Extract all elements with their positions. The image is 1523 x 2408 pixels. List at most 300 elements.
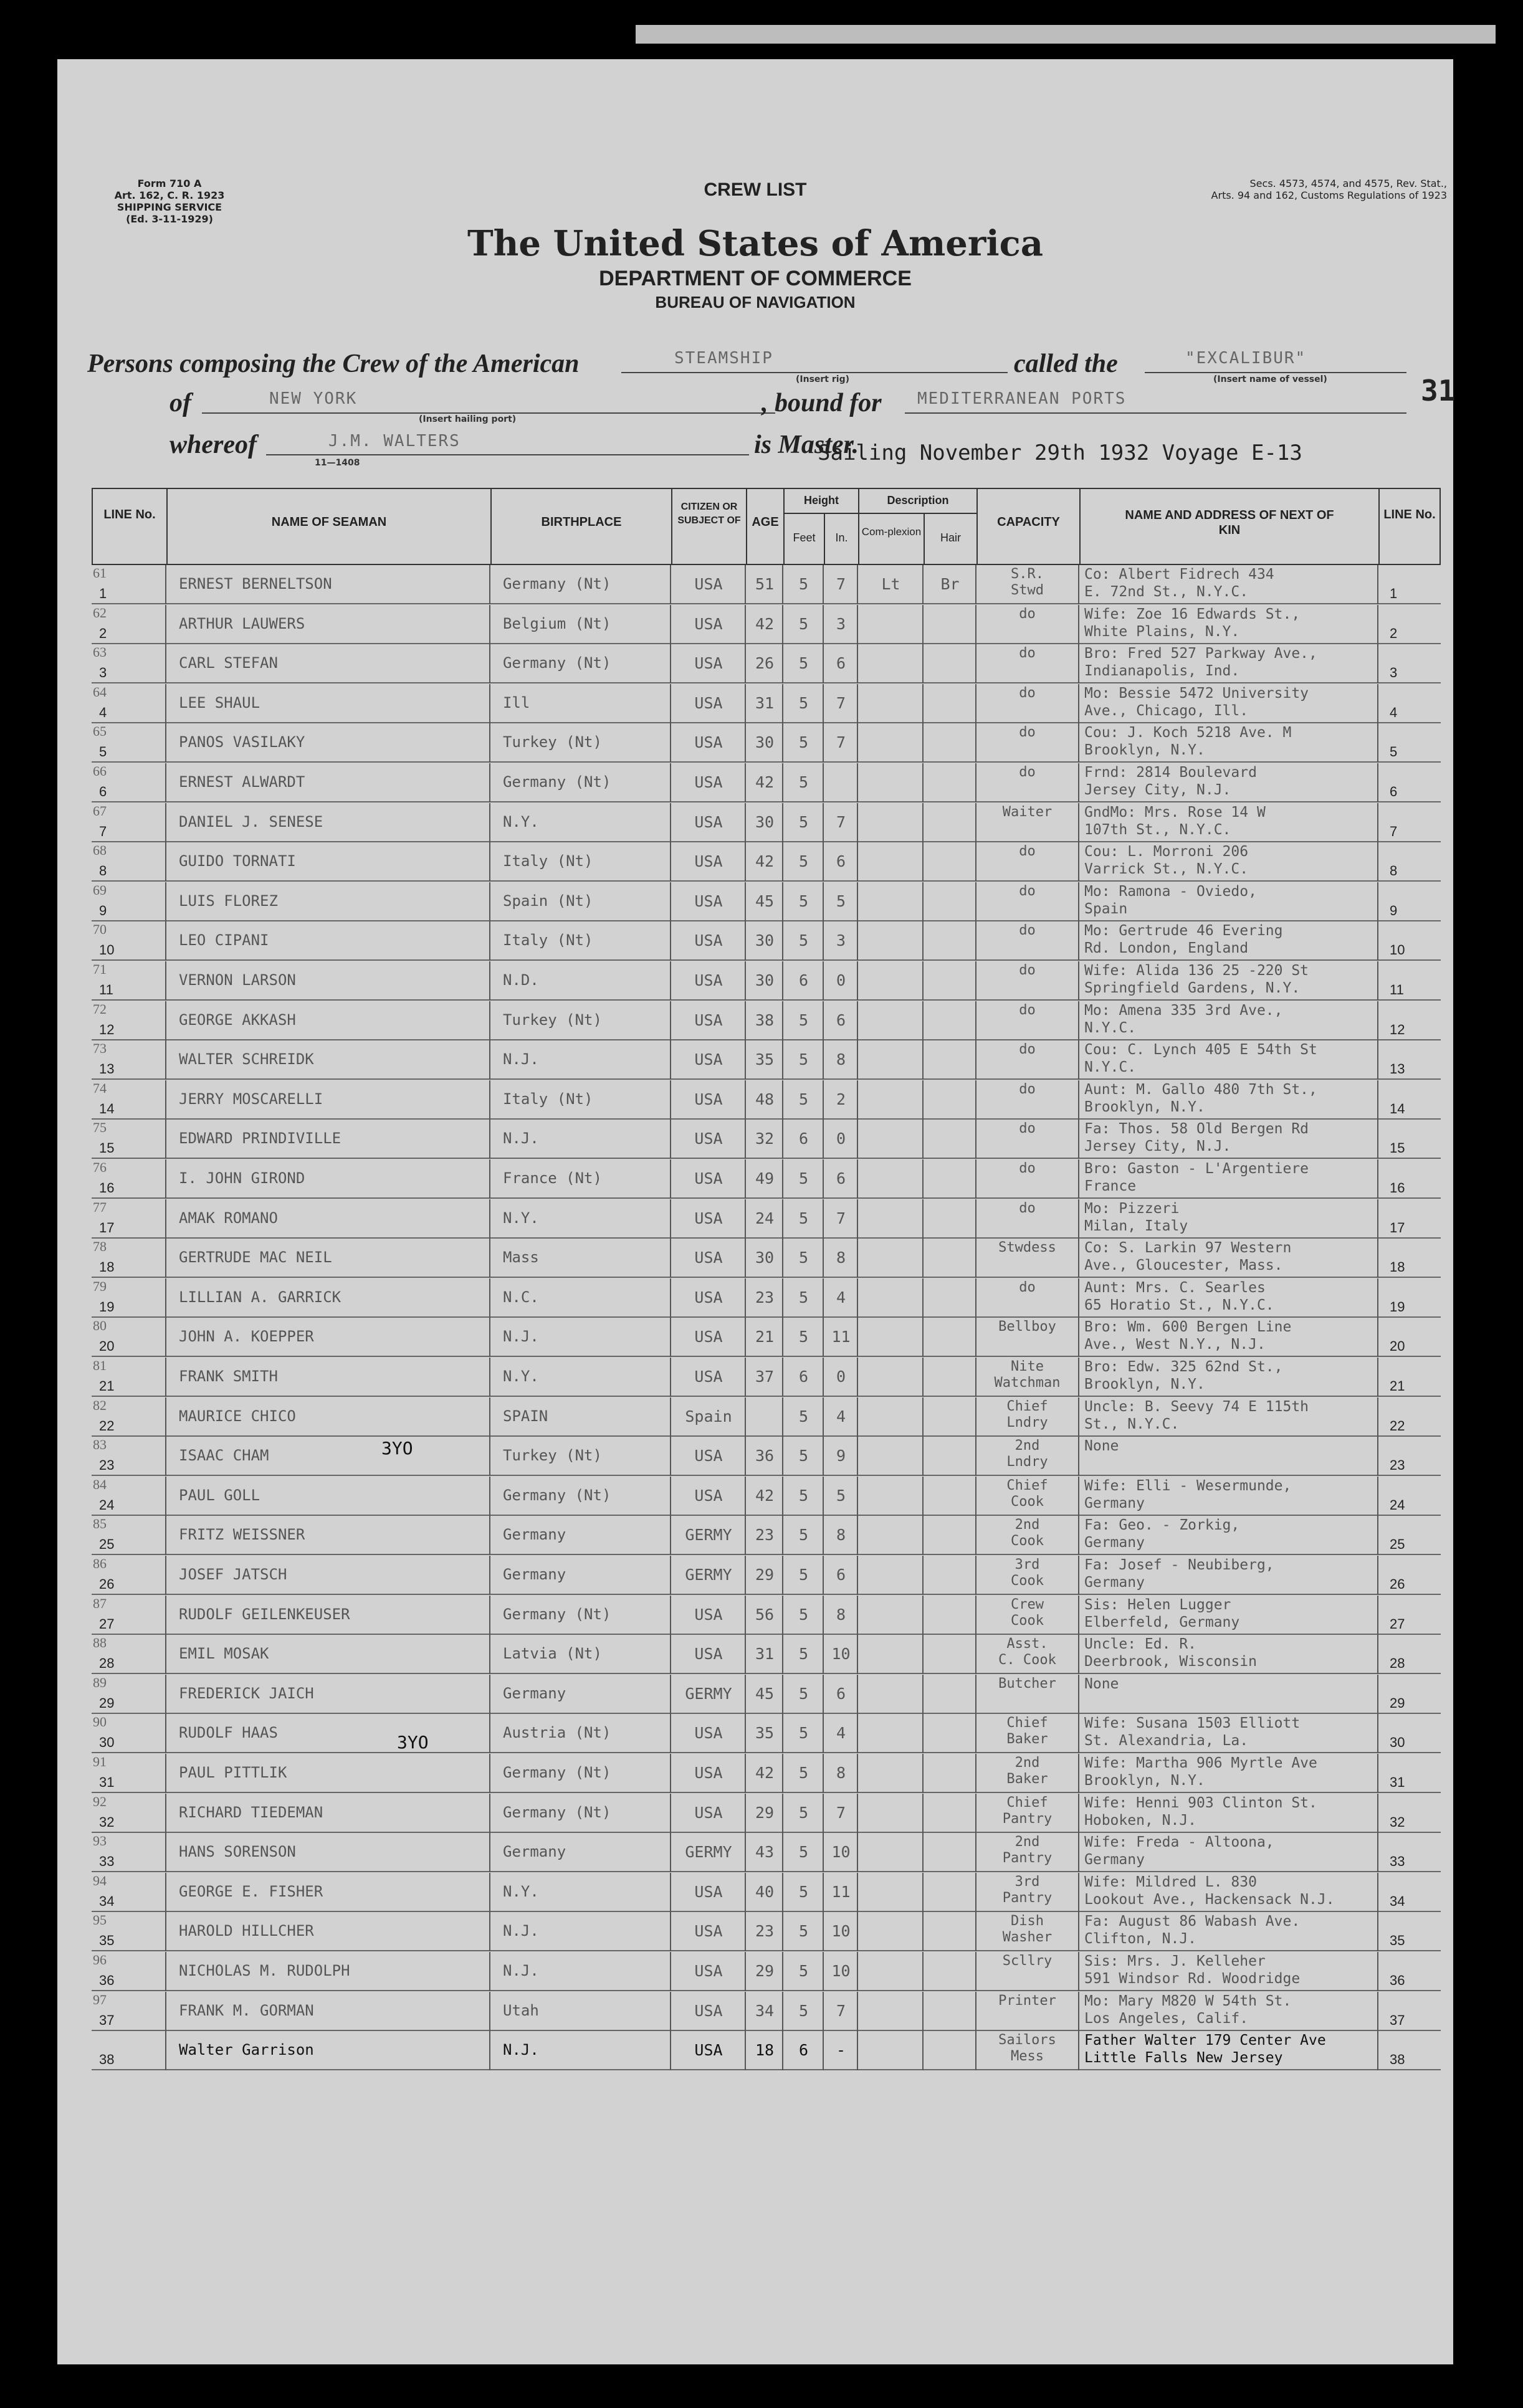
capacity-line-1: Asst. (1006, 1636, 1048, 1652)
cell-seaman-name (166, 1556, 490, 1595)
citizenship: Spain (685, 1407, 732, 1425)
birthplace: SPAIN (503, 1407, 548, 1425)
cell-capacity (976, 1873, 1079, 1912)
height-feet: 5 (798, 1526, 809, 1544)
cell-line-no (92, 1635, 166, 1674)
capacity-line-1: do (1019, 725, 1036, 741)
handwritten-line-number: 70 (93, 921, 107, 938)
table-row (92, 1159, 1441, 1199)
next-of-kin-line-2: E. 72nd St., N.Y.C. (1084, 584, 1249, 600)
handwritten-line-number: 74 (93, 1080, 107, 1096)
next-of-kin-line-2: Jersey City, N.J. (1084, 1138, 1231, 1155)
height-inches: 5 (836, 1486, 846, 1505)
cell-line-no (92, 1516, 166, 1555)
cell-next-of-kin (1079, 1992, 1378, 2031)
citizenship: USA (694, 1447, 723, 1465)
cell-citizenship (671, 1199, 746, 1239)
crew-list-title: CREW LIST (704, 179, 807, 200)
cell-seaman-name (166, 723, 490, 763)
capacity-line-1: do (1019, 645, 1036, 662)
line-number: 5 (99, 744, 107, 760)
table-row (92, 1199, 1441, 1239)
cell-line-no (92, 1437, 166, 1476)
cell-height-feet (783, 1001, 824, 1040)
line-number: 34 (1390, 1893, 1405, 1909)
cell-capacity (976, 1596, 1079, 1635)
cell-citizenship (671, 763, 746, 802)
cell-hair (924, 1001, 976, 1040)
port-note: (Insert hailing port) (419, 414, 517, 424)
next-of-kin-line-1: Bro: Fred 527 Parkway Ave., (1084, 645, 1317, 662)
line-number: 17 (99, 1219, 115, 1235)
cell-seaman-name (166, 2031, 490, 2070)
citizenship: GERMY (685, 1843, 732, 1862)
cell-line-no-right (1378, 1912, 1438, 1951)
destination-line (905, 411, 1406, 414)
citizenship: USA (694, 614, 723, 633)
line-number: 19 (99, 1298, 115, 1315)
cell-height-feet (783, 1437, 824, 1476)
age: 35 (755, 1724, 775, 1743)
height-inches: 10 (831, 1843, 851, 1862)
cell-height-inches (824, 1912, 858, 1951)
cell-next-of-kin (1079, 1318, 1378, 1357)
cell-height-inches (824, 1001, 858, 1040)
citizenship: USA (694, 1328, 723, 1346)
cell-line-no-right (1378, 1001, 1438, 1040)
cell-height-feet (783, 842, 824, 882)
seaman-name: ARTHUR LAUWERS (179, 614, 305, 632)
next-of-kin-line-1: Bro: Gaston - L'Argentiere (1084, 1161, 1309, 1177)
seaman-name: DANIEL J. SENESE (179, 812, 323, 830)
cell-line-no (92, 1873, 166, 1912)
cell-citizenship (671, 723, 746, 763)
age: 32 (755, 1130, 775, 1148)
cell-capacity (976, 1199, 1079, 1239)
height-feet: 5 (798, 1090, 809, 1108)
cell-birthplace (490, 1477, 671, 1516)
cell-line-no (92, 882, 166, 921)
cell-capacity (976, 1080, 1079, 1120)
cell-line-no (92, 1952, 166, 1991)
birthplace: N.J. (503, 1328, 539, 1346)
cell-seaman-name (166, 605, 490, 644)
height-feet: 5 (798, 1566, 809, 1584)
citizenship: USA (694, 1090, 723, 1108)
next-of-kin-line-1: Aunt: Mrs. C. Searles (1084, 1279, 1266, 1296)
cell-next-of-kin (1079, 1001, 1378, 1040)
citizenship: USA (694, 1130, 723, 1148)
line-number: 38 (1390, 2052, 1405, 2068)
cell-next-of-kin (1079, 644, 1378, 683)
seaman-name: FRITZ WEISSNER (179, 1526, 305, 1544)
citizenship: GERMY (685, 1566, 732, 1584)
line-number: 33 (1390, 1854, 1405, 1870)
cell-age (746, 1675, 783, 1714)
next-of-kin-line-2: Germany (1084, 1574, 1145, 1591)
seaman-name: EMIL MOSAK (179, 1645, 269, 1663)
capacity-line-2: Pantry (1002, 1850, 1053, 1867)
height-inches: 5 (836, 892, 846, 910)
cell-height-inches (824, 1516, 858, 1555)
cell-age (746, 1120, 783, 1159)
citizenship: USA (694, 693, 723, 712)
lead-text-whereof: whereof (169, 431, 257, 459)
citizenship: USA (694, 971, 723, 989)
cell-seaman-name (166, 1120, 490, 1159)
cell-hair (924, 1833, 976, 1872)
table-row (92, 1992, 1441, 2031)
cell-citizenship (671, 1952, 746, 1991)
height-inches: 7 (836, 2001, 846, 2020)
birthplace: Germany (Nt) (503, 773, 611, 791)
cell-height-feet (783, 1992, 824, 2031)
age: 49 (755, 1169, 775, 1187)
cell-next-of-kin (1079, 763, 1378, 802)
cell-capacity (976, 1992, 1079, 2031)
cell-citizenship (671, 921, 746, 961)
cell-line-no (92, 1794, 166, 1833)
cell-seaman-name (166, 1159, 490, 1199)
age: 36 (755, 1447, 775, 1465)
cell-complexion (858, 644, 924, 683)
cell-complexion (858, 1080, 924, 1120)
cell-line-no-right (1378, 882, 1438, 921)
cell-citizenship (671, 644, 746, 683)
cell-citizenship (671, 1596, 746, 1635)
table-row (92, 1952, 1441, 1991)
cell-age (746, 882, 783, 921)
capacity-line-1: 3rd (1015, 1557, 1040, 1573)
cell-capacity (976, 1952, 1079, 1991)
line-number: 22 (99, 1417, 115, 1434)
line-number: 28 (1390, 1655, 1405, 1672)
cell-capacity (976, 1833, 1079, 1872)
height-feet: 5 (798, 1724, 809, 1743)
next-of-kin-line-1: Sis: Mrs. J. Kelleher (1084, 1953, 1266, 1969)
cell-hair (924, 1952, 976, 1991)
capacity-line-2: Watchman (994, 1375, 1061, 1391)
table-row (92, 1516, 1441, 1555)
cell-complexion (858, 1556, 924, 1595)
line-number: 32 (99, 1814, 115, 1830)
cell-line-no (92, 1754, 166, 1793)
cell-line-no-right (1378, 723, 1438, 763)
cell-hair (924, 565, 976, 604)
cell-height-feet (783, 1397, 824, 1437)
handwritten-line-number: 75 (93, 1120, 107, 1136)
cell-complexion (858, 1873, 924, 1912)
cell-height-feet (783, 1318, 824, 1357)
cell-citizenship (671, 1477, 746, 1516)
seaman-name: FRANK M. GORMAN (179, 2001, 314, 2019)
cell-next-of-kin (1079, 723, 1378, 763)
next-of-kin-line-1: Wife: Susana 1503 Elliott (1084, 1715, 1301, 1732)
cell-capacity (976, 1278, 1079, 1318)
cell-age (746, 803, 783, 842)
table-row (92, 2031, 1441, 2070)
cell-age (746, 1318, 783, 1357)
handwritten-line-number: 87 (93, 1595, 107, 1611)
birthplace: Spain (Nt) (503, 892, 593, 910)
capacity-line-1: do (1019, 685, 1036, 701)
line-number: 13 (99, 1061, 115, 1077)
age: 38 (755, 1011, 775, 1029)
height-feet: 5 (798, 2001, 809, 2020)
cell-age (746, 763, 783, 802)
cell-height-inches (824, 2031, 858, 2070)
capacity-line-2: Lndry (1006, 1414, 1048, 1430)
citizenship: USA (694, 733, 723, 752)
line-number: 35 (99, 1933, 115, 1949)
table-row (92, 1675, 1441, 1714)
cell-next-of-kin (1079, 1596, 1378, 1635)
cell-age (746, 1516, 783, 1555)
cell-height-feet (783, 684, 824, 723)
header-next-of-kin: NAME AND ADDRESS OF NEXT OF KIN (1081, 489, 1380, 564)
seaman-name: HAROLD HILLCHER (179, 1922, 314, 1940)
birthplace: N.D. (503, 971, 539, 989)
cell-complexion (858, 1397, 924, 1437)
seaman-name: VERNON LARSON (179, 971, 296, 989)
cell-hair (924, 1239, 976, 1278)
capacity-line-1: do (1019, 1279, 1036, 1295)
height-feet: 5 (798, 1922, 809, 1941)
cell-height-feet (783, 1358, 824, 1397)
capacity-line-1: Bellboy (998, 1319, 1056, 1335)
cell-complexion (858, 2031, 924, 2070)
next-of-kin-line-1: Cou: L. Morroni 206 (1084, 844, 1249, 860)
cell-birthplace (490, 882, 671, 921)
cell-capacity (976, 803, 1079, 842)
cell-height-inches (824, 803, 858, 842)
next-of-kin-line-1: None (1084, 1675, 1119, 1692)
height-inches: 8 (836, 1605, 846, 1624)
cell-citizenship (671, 803, 746, 842)
next-of-kin-line-1: Co: Albert Fidrech 434 (1084, 566, 1274, 583)
next-of-kin-line-2: Varrick St., N.Y.C. (1084, 861, 1249, 878)
cell-citizenship (671, 684, 746, 723)
height-feet: 5 (798, 1882, 809, 1901)
birthplace: Italy (Nt) (503, 1090, 593, 1108)
capacity-line-1: 2nd (1015, 1755, 1040, 1771)
next-of-kin-line-1: Fa: August 86 Wabash Ave. (1084, 1913, 1301, 1930)
cell-birthplace (490, 1080, 671, 1120)
cell-birthplace (490, 1754, 671, 1793)
cell-capacity (976, 2031, 1079, 2070)
height-feet: 5 (798, 931, 809, 950)
cell-capacity (976, 882, 1079, 921)
rig-line (621, 371, 1008, 373)
cell-line-no-right (1378, 1437, 1438, 1476)
age: 29 (755, 1962, 775, 1980)
cell-line-no-right (1378, 1556, 1438, 1595)
line-number: 27 (1390, 1616, 1405, 1632)
table-row (92, 1397, 1441, 1437)
cell-birthplace (490, 1833, 671, 1872)
cell-line-no-right (1378, 803, 1438, 842)
cell-age (746, 1912, 783, 1951)
cell-citizenship (671, 1714, 746, 1753)
cell-age (746, 921, 783, 961)
form-service: SHIPPING SERVICE (117, 201, 222, 213)
cell-age (746, 1437, 783, 1476)
seaman-name: ERNEST ALWARDT (179, 773, 305, 791)
table-row (92, 1477, 1441, 1516)
line-number: 6 (99, 784, 107, 799)
capacity-line-1: Printer (998, 1992, 1056, 2009)
capacity-line-1: Chief (1006, 1794, 1048, 1811)
cell-complexion (858, 723, 924, 763)
table-row (92, 1278, 1441, 1318)
cell-height-inches (824, 1437, 858, 1476)
cell-hair (924, 1477, 976, 1516)
age: 35 (755, 1050, 775, 1069)
height-feet: 5 (798, 1209, 809, 1227)
line-number: 27 (99, 1616, 115, 1632)
next-of-kin-line-1: Co: S. Larkin 97 Western (1084, 1240, 1292, 1257)
height-inches: 3 (836, 931, 846, 950)
cell-citizenship (671, 1239, 746, 1278)
cell-age (746, 1794, 783, 1833)
cell-hair (924, 1873, 976, 1912)
next-of-kin-line-1: Mo: Ramona - Oviedo, (1084, 883, 1257, 900)
cell-height-feet (783, 1120, 824, 1159)
cell-birthplace (490, 644, 671, 683)
table-row (92, 1318, 1441, 1357)
cell-height-feet (783, 1794, 824, 1833)
line-number: 15 (99, 1140, 115, 1156)
cell-citizenship (671, 1912, 746, 1951)
height-inches: 7 (836, 1209, 846, 1227)
line-number: 11 (99, 982, 113, 997)
cell-height-inches (824, 1199, 858, 1239)
cell-age (746, 1635, 783, 1674)
cell-seaman-name (166, 763, 490, 802)
capacity-line-2: C. Cook (998, 1652, 1056, 1668)
cell-height-inches (824, 961, 858, 1001)
next-of-kin-line-2: St. Alexandria, La. (1084, 1733, 1249, 1749)
height-feet: 5 (798, 733, 809, 752)
cell-height-inches (824, 1040, 858, 1080)
cell-capacity (976, 1516, 1079, 1555)
seaman-name: LILLIAN A. GARRICK (179, 1288, 341, 1306)
line-number: 2 (99, 625, 107, 641)
cell-birthplace (490, 2031, 671, 2070)
seaman-name: NICHOLAS M. RUDOLPH (179, 1962, 350, 1979)
line-number: 29 (99, 1695, 115, 1711)
cell-citizenship (671, 1437, 746, 1476)
height-feet: 5 (798, 1011, 809, 1029)
seaman-name: GERTRUDE MAC NEIL (179, 1249, 332, 1267)
line-number: 26 (99, 1576, 115, 1592)
cell-age (746, 842, 783, 882)
cell-birthplace (490, 684, 671, 723)
height-inches: 6 (836, 654, 846, 673)
cell-line-no-right (1378, 1754, 1438, 1793)
next-of-kin-line-2: Jersey City, N.J. (1084, 782, 1231, 798)
seaman-name: JOSEF JATSCH (179, 1566, 287, 1583)
citizenship: USA (694, 1288, 723, 1306)
cell-seaman-name (166, 1040, 490, 1080)
birthplace: Germany (Nt) (503, 654, 611, 672)
capacity-line-1: do (1019, 764, 1036, 780)
table-row (92, 763, 1441, 802)
seaman-name: FREDERICK JAICH (179, 1684, 314, 1702)
next-of-kin-line-2: Germany (1084, 1535, 1145, 1551)
birthplace: Germany (503, 1684, 566, 1702)
height-inches: 0 (836, 1368, 846, 1386)
cell-height-inches (824, 1794, 858, 1833)
age: 21 (755, 1328, 775, 1346)
lead-text-master: is Master. (754, 431, 859, 459)
handwritten-line-number: 93 (93, 1833, 107, 1849)
cell-line-no-right (1378, 842, 1438, 882)
birthplace: Germany (Nt) (503, 575, 611, 592)
citizenship: USA (694, 1209, 723, 1227)
capacity-line-2: Cook (1011, 1612, 1044, 1629)
next-of-kin-line-1: Frnd: 2814 Boulevard (1084, 764, 1257, 781)
citizenship: USA (694, 1645, 723, 1663)
citizenship: USA (694, 1764, 723, 1782)
line-number: 4 (1390, 704, 1398, 720)
cell-line-no-right (1378, 1992, 1438, 2031)
cell-next-of-kin (1079, 961, 1378, 1001)
line-number: 17 (1390, 1219, 1405, 1235)
seaman-name: WALTER SCHREIDK (179, 1050, 314, 1068)
next-of-kin-line-2: Spain (1084, 900, 1128, 917)
age: 30 (755, 812, 775, 831)
cell-height-feet (783, 1080, 824, 1120)
cell-height-feet (783, 1278, 824, 1318)
cell-height-inches (824, 1754, 858, 1793)
handwritten-line-number: 63 (93, 644, 107, 660)
cell-complexion (858, 605, 924, 644)
header-birthplace: BIRTHPLACE (492, 489, 672, 564)
line-number: 31 (1390, 1774, 1405, 1790)
seaman-name: PAUL PITTLIK (179, 1764, 287, 1781)
cell-birthplace (490, 1397, 671, 1437)
next-of-kin-line-2: France (1084, 1178, 1137, 1194)
cell-height-inches (824, 763, 858, 802)
seaman-name: Walter Garrison (179, 2041, 314, 2059)
line-number: 1 (1390, 586, 1398, 601)
cell-height-feet (783, 644, 824, 683)
cell-line-no (92, 1120, 166, 1159)
next-of-kin-line-2: Brooklyn, N.Y. (1084, 1773, 1205, 1789)
height-inches: 8 (836, 1526, 846, 1544)
cell-birthplace (490, 1040, 671, 1080)
cell-hair (924, 1992, 976, 2031)
handwritten-line-number: 62 (93, 604, 107, 621)
seaman-name: RUDOLF HAAS (179, 1724, 278, 1742)
cell-line-no-right (1378, 1199, 1438, 1239)
cell-complexion (858, 1596, 924, 1635)
seaman-name: RUDOLF GEILENKEUSER (179, 1605, 350, 1623)
cell-line-no-right (1378, 921, 1438, 961)
header-capacity: CAPACITY (978, 489, 1081, 564)
citizenship: USA (694, 1169, 723, 1187)
cell-next-of-kin (1079, 1040, 1378, 1080)
cell-capacity (976, 1159, 1079, 1199)
age: 48 (755, 1090, 775, 1108)
cell-complexion (858, 842, 924, 882)
line-number: 13 (1390, 1061, 1405, 1077)
handwritten-line-number: 61 (93, 565, 107, 581)
height-feet: 5 (798, 1684, 809, 1703)
cell-line-no-right (1378, 1596, 1438, 1635)
cell-complexion (858, 565, 924, 604)
